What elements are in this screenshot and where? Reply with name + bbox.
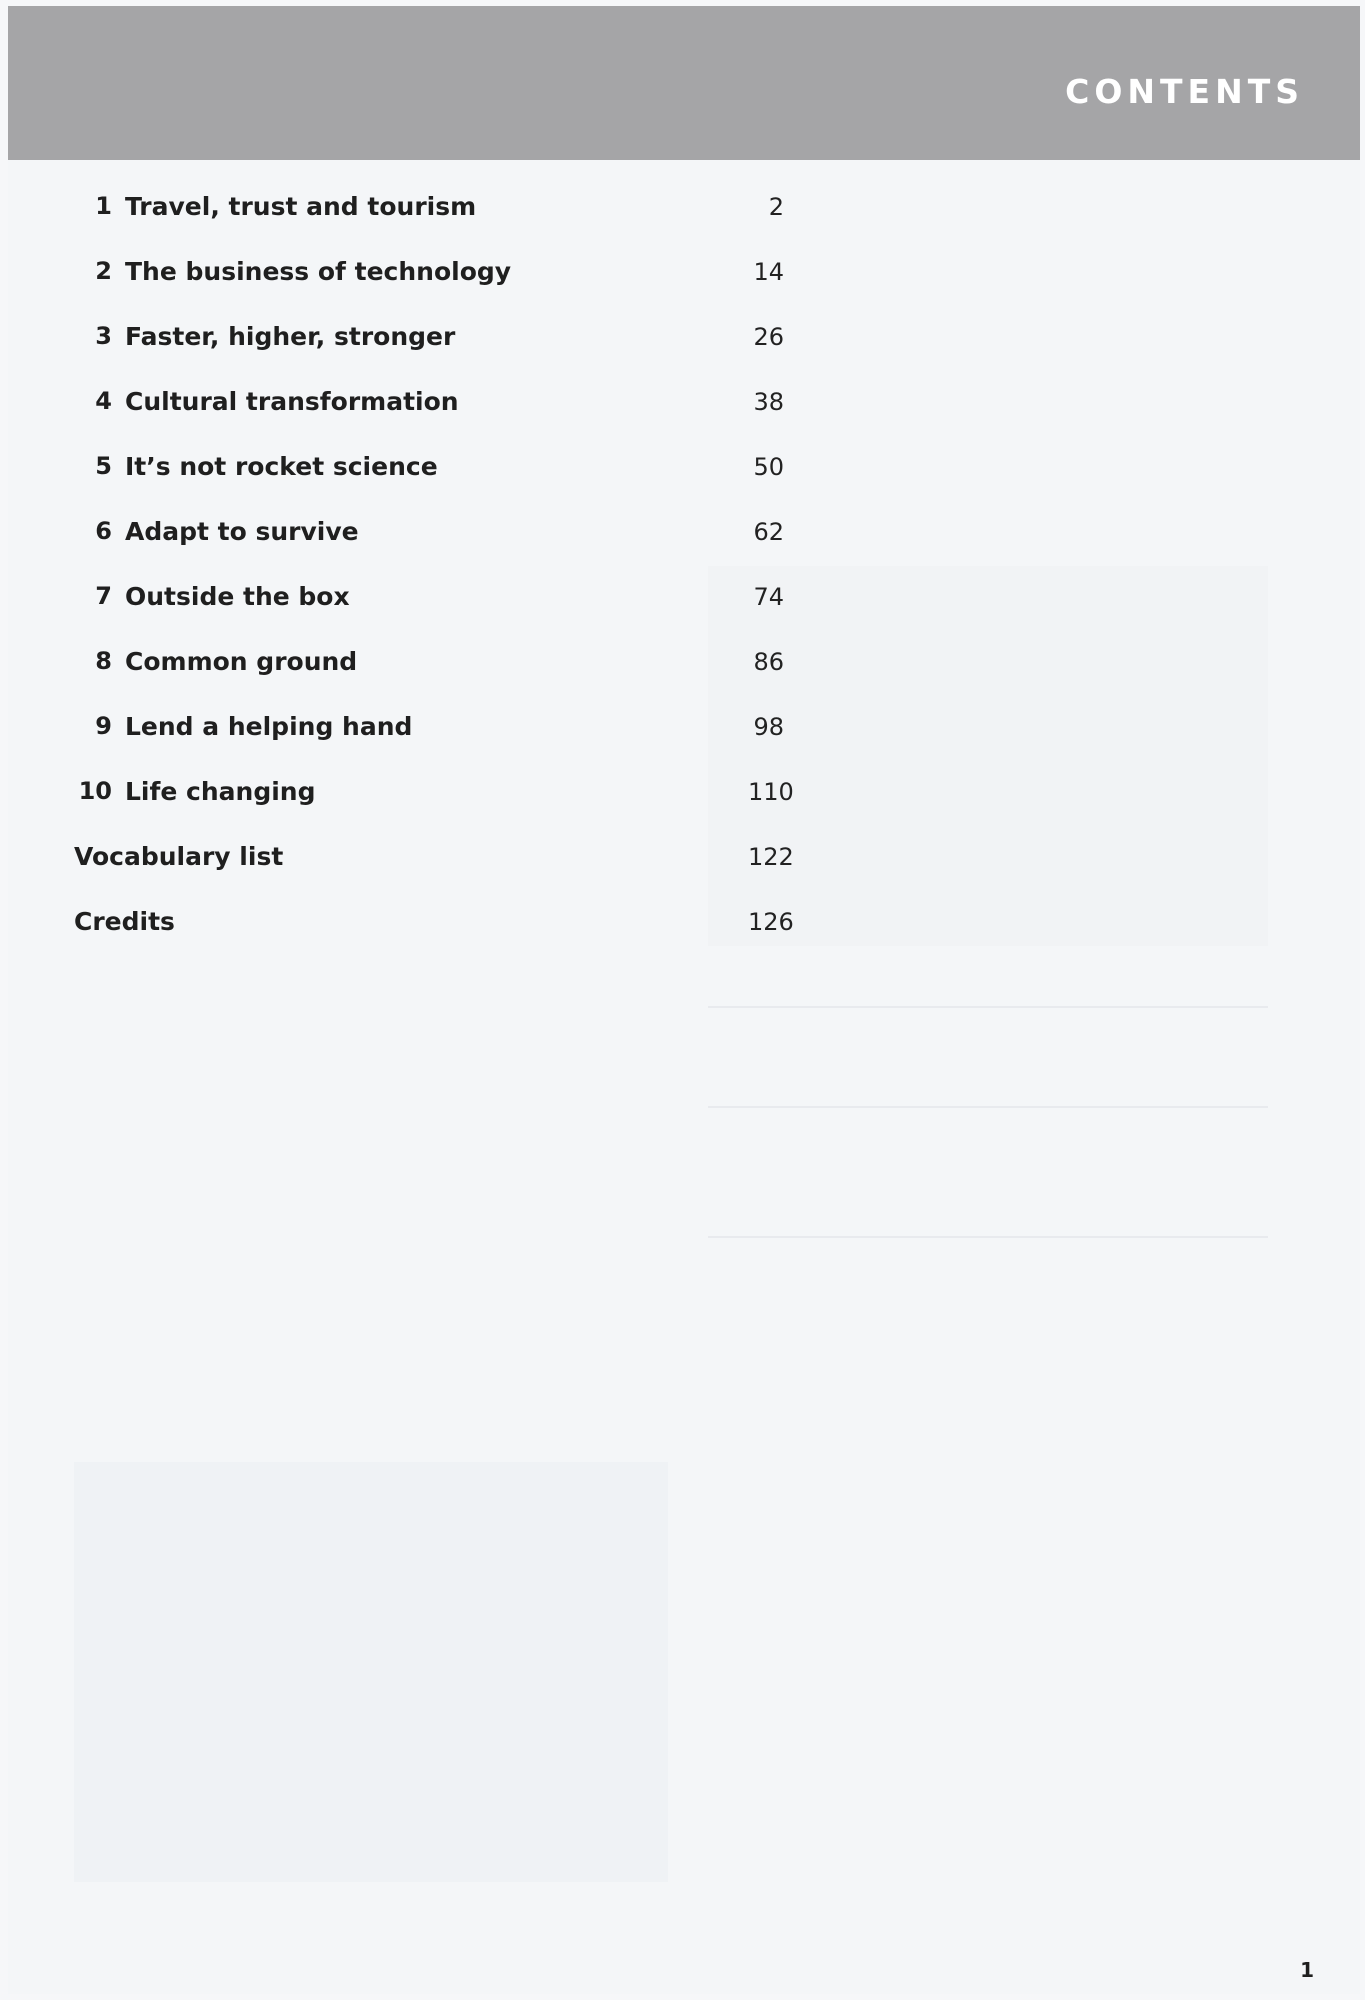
contents-entry-6[interactable] bbox=[8, 517, 808, 557]
contents-entry-1[interactable] bbox=[8, 192, 808, 232]
unit-title: Common ground bbox=[125, 647, 358, 676]
unit-number: 3 bbox=[95, 322, 112, 350]
unit-title: Travel, trust and tourism bbox=[125, 192, 477, 221]
page-number: 2 bbox=[768, 193, 784, 221]
page-number: 122 bbox=[748, 843, 794, 871]
unit-title: Life changing bbox=[125, 777, 316, 806]
unit-title: Adapt to survive bbox=[125, 517, 359, 546]
contents-entry-8[interactable] bbox=[8, 647, 808, 687]
unit-number: 6 bbox=[95, 517, 112, 545]
page-folio: 1 bbox=[1300, 1958, 1314, 1982]
page-number: 62 bbox=[753, 518, 784, 546]
unit-number: 2 bbox=[95, 257, 112, 285]
page-number: 74 bbox=[753, 583, 784, 611]
page-number: 110 bbox=[748, 778, 794, 806]
contents-entry-5[interactable] bbox=[8, 452, 808, 492]
page-number: 86 bbox=[753, 648, 784, 676]
contents-entry-9[interactable] bbox=[8, 712, 808, 752]
page-number: 26 bbox=[753, 323, 784, 351]
contents-entry-vocabulary-list[interactable] bbox=[8, 842, 808, 882]
contents-entry-10[interactable] bbox=[8, 777, 808, 817]
unit-number: 10 bbox=[78, 777, 112, 805]
page-number: 126 bbox=[748, 908, 794, 936]
unit-title: Cultural transformation bbox=[125, 387, 459, 416]
unit-number: 7 bbox=[95, 582, 112, 610]
contents-entry-3[interactable] bbox=[8, 322, 808, 362]
contents-entry-7[interactable] bbox=[8, 582, 808, 622]
show-through-rule bbox=[708, 1236, 1268, 1238]
section-title: Credits bbox=[74, 907, 175, 936]
contents-entry-2[interactable] bbox=[8, 257, 808, 297]
contents-page bbox=[8, 6, 1360, 1994]
unit-number: 4 bbox=[95, 387, 112, 415]
page-number: 38 bbox=[753, 388, 784, 416]
contents-entry-4[interactable] bbox=[8, 387, 808, 427]
show-through-rule bbox=[708, 1106, 1268, 1108]
unit-title: Faster, higher, stronger bbox=[125, 322, 456, 351]
table-of-contents bbox=[8, 6, 1360, 1006]
page-number: 98 bbox=[753, 713, 784, 741]
unit-number: 1 bbox=[95, 192, 112, 220]
page-number: 50 bbox=[753, 453, 784, 481]
contents-entry-credits[interactable] bbox=[8, 907, 808, 947]
unit-title: It’s not rocket science bbox=[125, 452, 438, 481]
unit-number: 9 bbox=[95, 712, 112, 740]
show-through-photo bbox=[74, 1462, 668, 1882]
unit-title: Outside the box bbox=[125, 582, 350, 611]
section-title: Vocabulary list bbox=[74, 842, 284, 871]
page-number: 14 bbox=[753, 258, 784, 286]
unit-title: The business of technology bbox=[125, 257, 512, 286]
unit-number: 8 bbox=[95, 647, 112, 675]
show-through-rule bbox=[708, 1006, 1268, 1008]
unit-title: Lend a helping hand bbox=[125, 712, 413, 741]
contents-heading: CONTENTS bbox=[1065, 72, 1304, 111]
unit-number: 5 bbox=[95, 452, 112, 480]
